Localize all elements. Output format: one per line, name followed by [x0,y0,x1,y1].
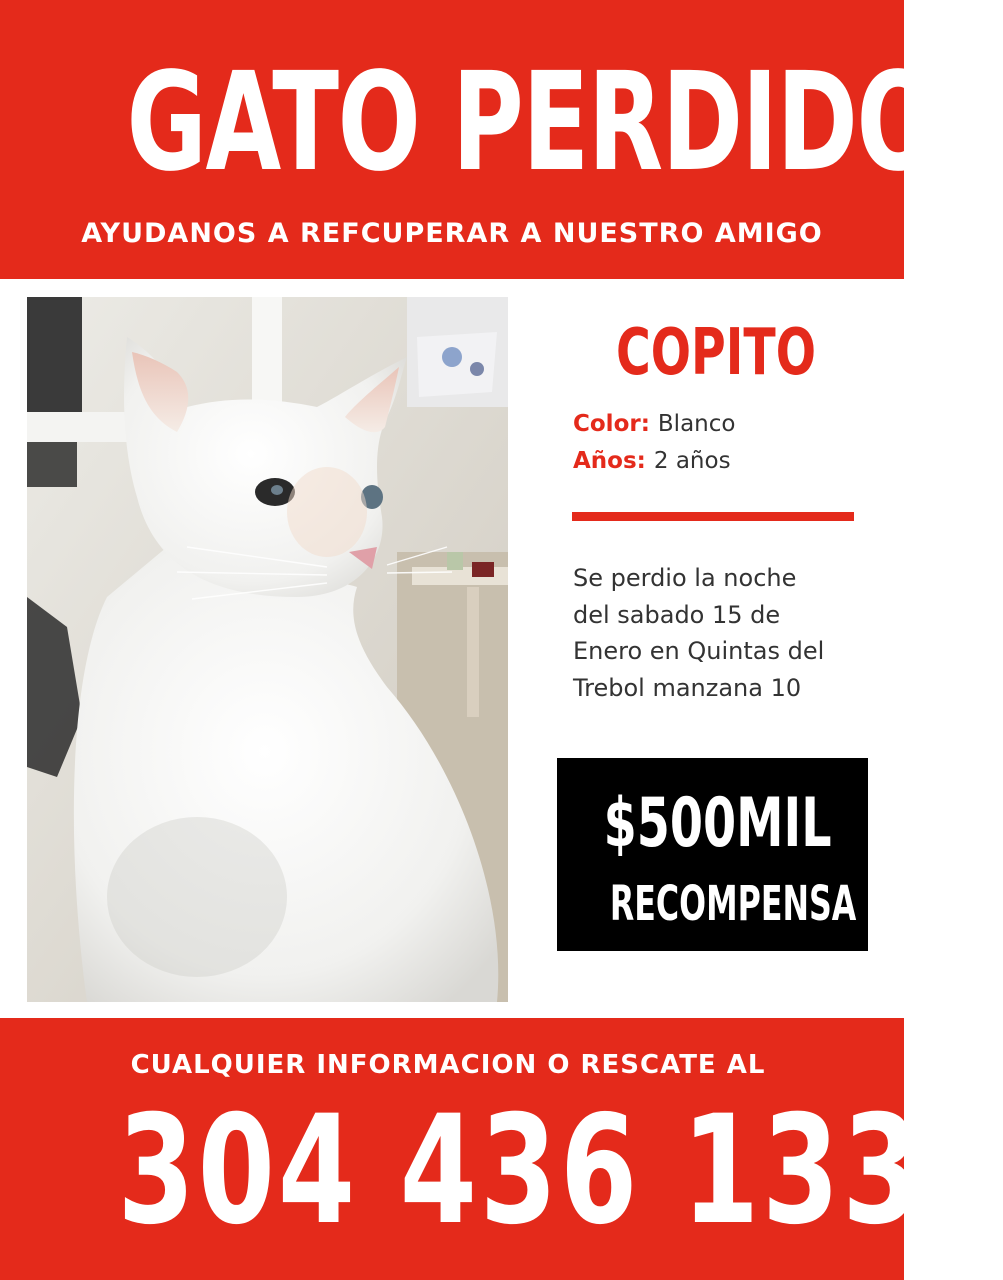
color-value: Blanco [657,411,736,437]
story-line: Trebol manzana 10 [573,673,802,702]
poster-subtitle: AYUDANOS A REFCUPERAR A NUESTRO AMIGO [81,218,823,249]
reward-amount: $500MIL [603,784,832,863]
color-label: Color: [573,411,650,437]
poster-title: GATO PERDIDO [126,44,939,202]
phone-number: 304 436 1338 [117,1084,1003,1258]
cat-photo [27,297,508,1002]
story-line: Enero en Quintas del [573,637,825,665]
lost-story [573,560,873,706]
age-value: 2 años [653,448,731,474]
section-divider [572,512,854,521]
reward-label: RECOMPENSA [609,876,857,932]
pet-name: COPITO [616,316,816,390]
pet-color-row [573,411,735,437]
pet-age-row [573,448,731,474]
reward-box [557,758,868,951]
story-line: Se perdio la noche [573,564,797,592]
story-line: del sabado 15 de [573,600,781,629]
age-label: Años: [573,448,646,474]
contact-text: CUALQUIER INFORMACION O RESCATE AL [130,1050,766,1080]
